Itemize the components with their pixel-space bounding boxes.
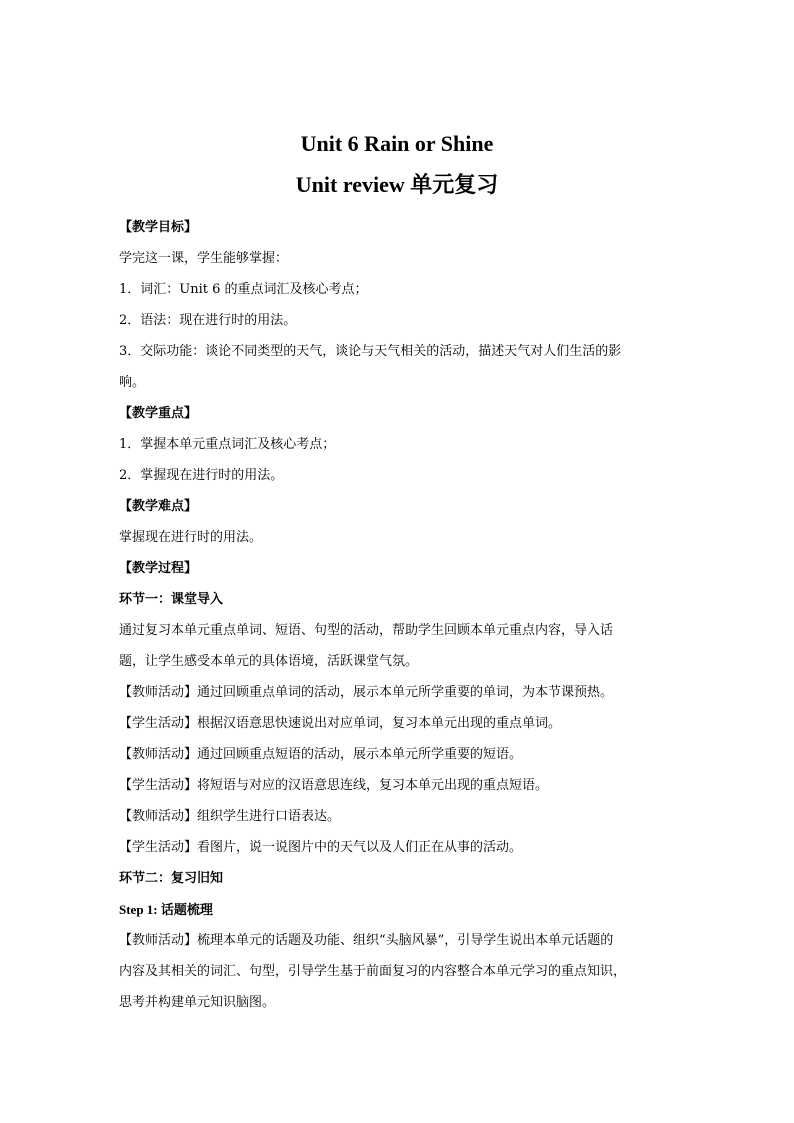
teacher-activity-line: 【教师活动】通过回顾重点单词的活动，展示本单元所学重要的单词，为本节课预热。 — [119, 685, 614, 700]
student-activity-line: 【学生活动】将短语与对应的汉语意思连线，复习本单元出现的重点短语。 — [119, 778, 549, 793]
list-item-function-continued: 响。 — [119, 375, 146, 390]
paragraph-line: 学完这一课，学生能够掌握： — [119, 251, 289, 266]
list-item-vocabulary: 1．词汇：Unit 6 的重点词汇及核心考点； — [119, 282, 368, 297]
teacher-activity-line: 【教师活动】组织学生进行口语表达。 — [119, 809, 341, 824]
student-activity-line: 【学生活动】看图片，说一说图片中的天气以及人们正在从事的活动。 — [119, 840, 523, 855]
section-heading-key-points: 【教学重点】 — [119, 406, 198, 421]
subsection-heading-review: 环节二：复习旧知 — [119, 871, 224, 886]
document-body — [119, 212, 679, 1018]
list-item: 2．掌握现在进行时的用法。 — [119, 468, 284, 483]
section-heading-objectives: 【教学目标】 — [119, 220, 198, 235]
paragraph-line: 通过复习本单元重点单词、短语、句型的活动，帮助学生回顾本单元重点内容，导入话 — [119, 623, 614, 638]
section-heading-process: 【教学过程】 — [119, 561, 198, 576]
document-subtitle: Unit review 单元复习 — [295, 172, 499, 197]
paragraph-line: 题，让学生感受本单元的具体语境，活跃课堂气氛。 — [119, 654, 419, 669]
list-item-function: 3．交际功能：谈论不同类型的天气，谈论与天气相关的活动，描述天气对人们生活的影 — [119, 344, 622, 359]
document-title: Unit 6 Rain or Shine — [300, 131, 494, 156]
list-item-grammar: 2．语法：现在进行时的用法。 — [119, 313, 297, 328]
student-activity-line: 【学生活动】根据汉语意思快速说出对应单词，复习本单元出现的重点单词。 — [119, 716, 562, 731]
teacher-activity-line: 【教师活动】梳理本单元的话题及功能、组织“头脑风暴”，引导学生说出本单元话题的 — [119, 933, 614, 948]
section-heading-difficulties: 【教学难点】 — [119, 499, 198, 514]
paragraph-line: 思考并构建单元知识脑图。 — [119, 995, 276, 1010]
step-heading: Step 1: 话题梳理 — [119, 902, 213, 917]
paragraph-line: 内容及其相关的词汇、句型，引导学生基于前面复习的内容整合本单元学习的重点知识， — [119, 964, 627, 979]
teacher-activity-line: 【教师活动】通过回顾重点短语的活动，展示本单元所学重要的短语。 — [119, 747, 523, 762]
subsection-heading-lead-in: 环节一：课堂导入 — [119, 592, 224, 607]
list-item: 1．掌握本单元重点词汇及核心考点； — [119, 437, 336, 452]
paragraph-line: 掌握现在进行时的用法。 — [119, 530, 263, 545]
